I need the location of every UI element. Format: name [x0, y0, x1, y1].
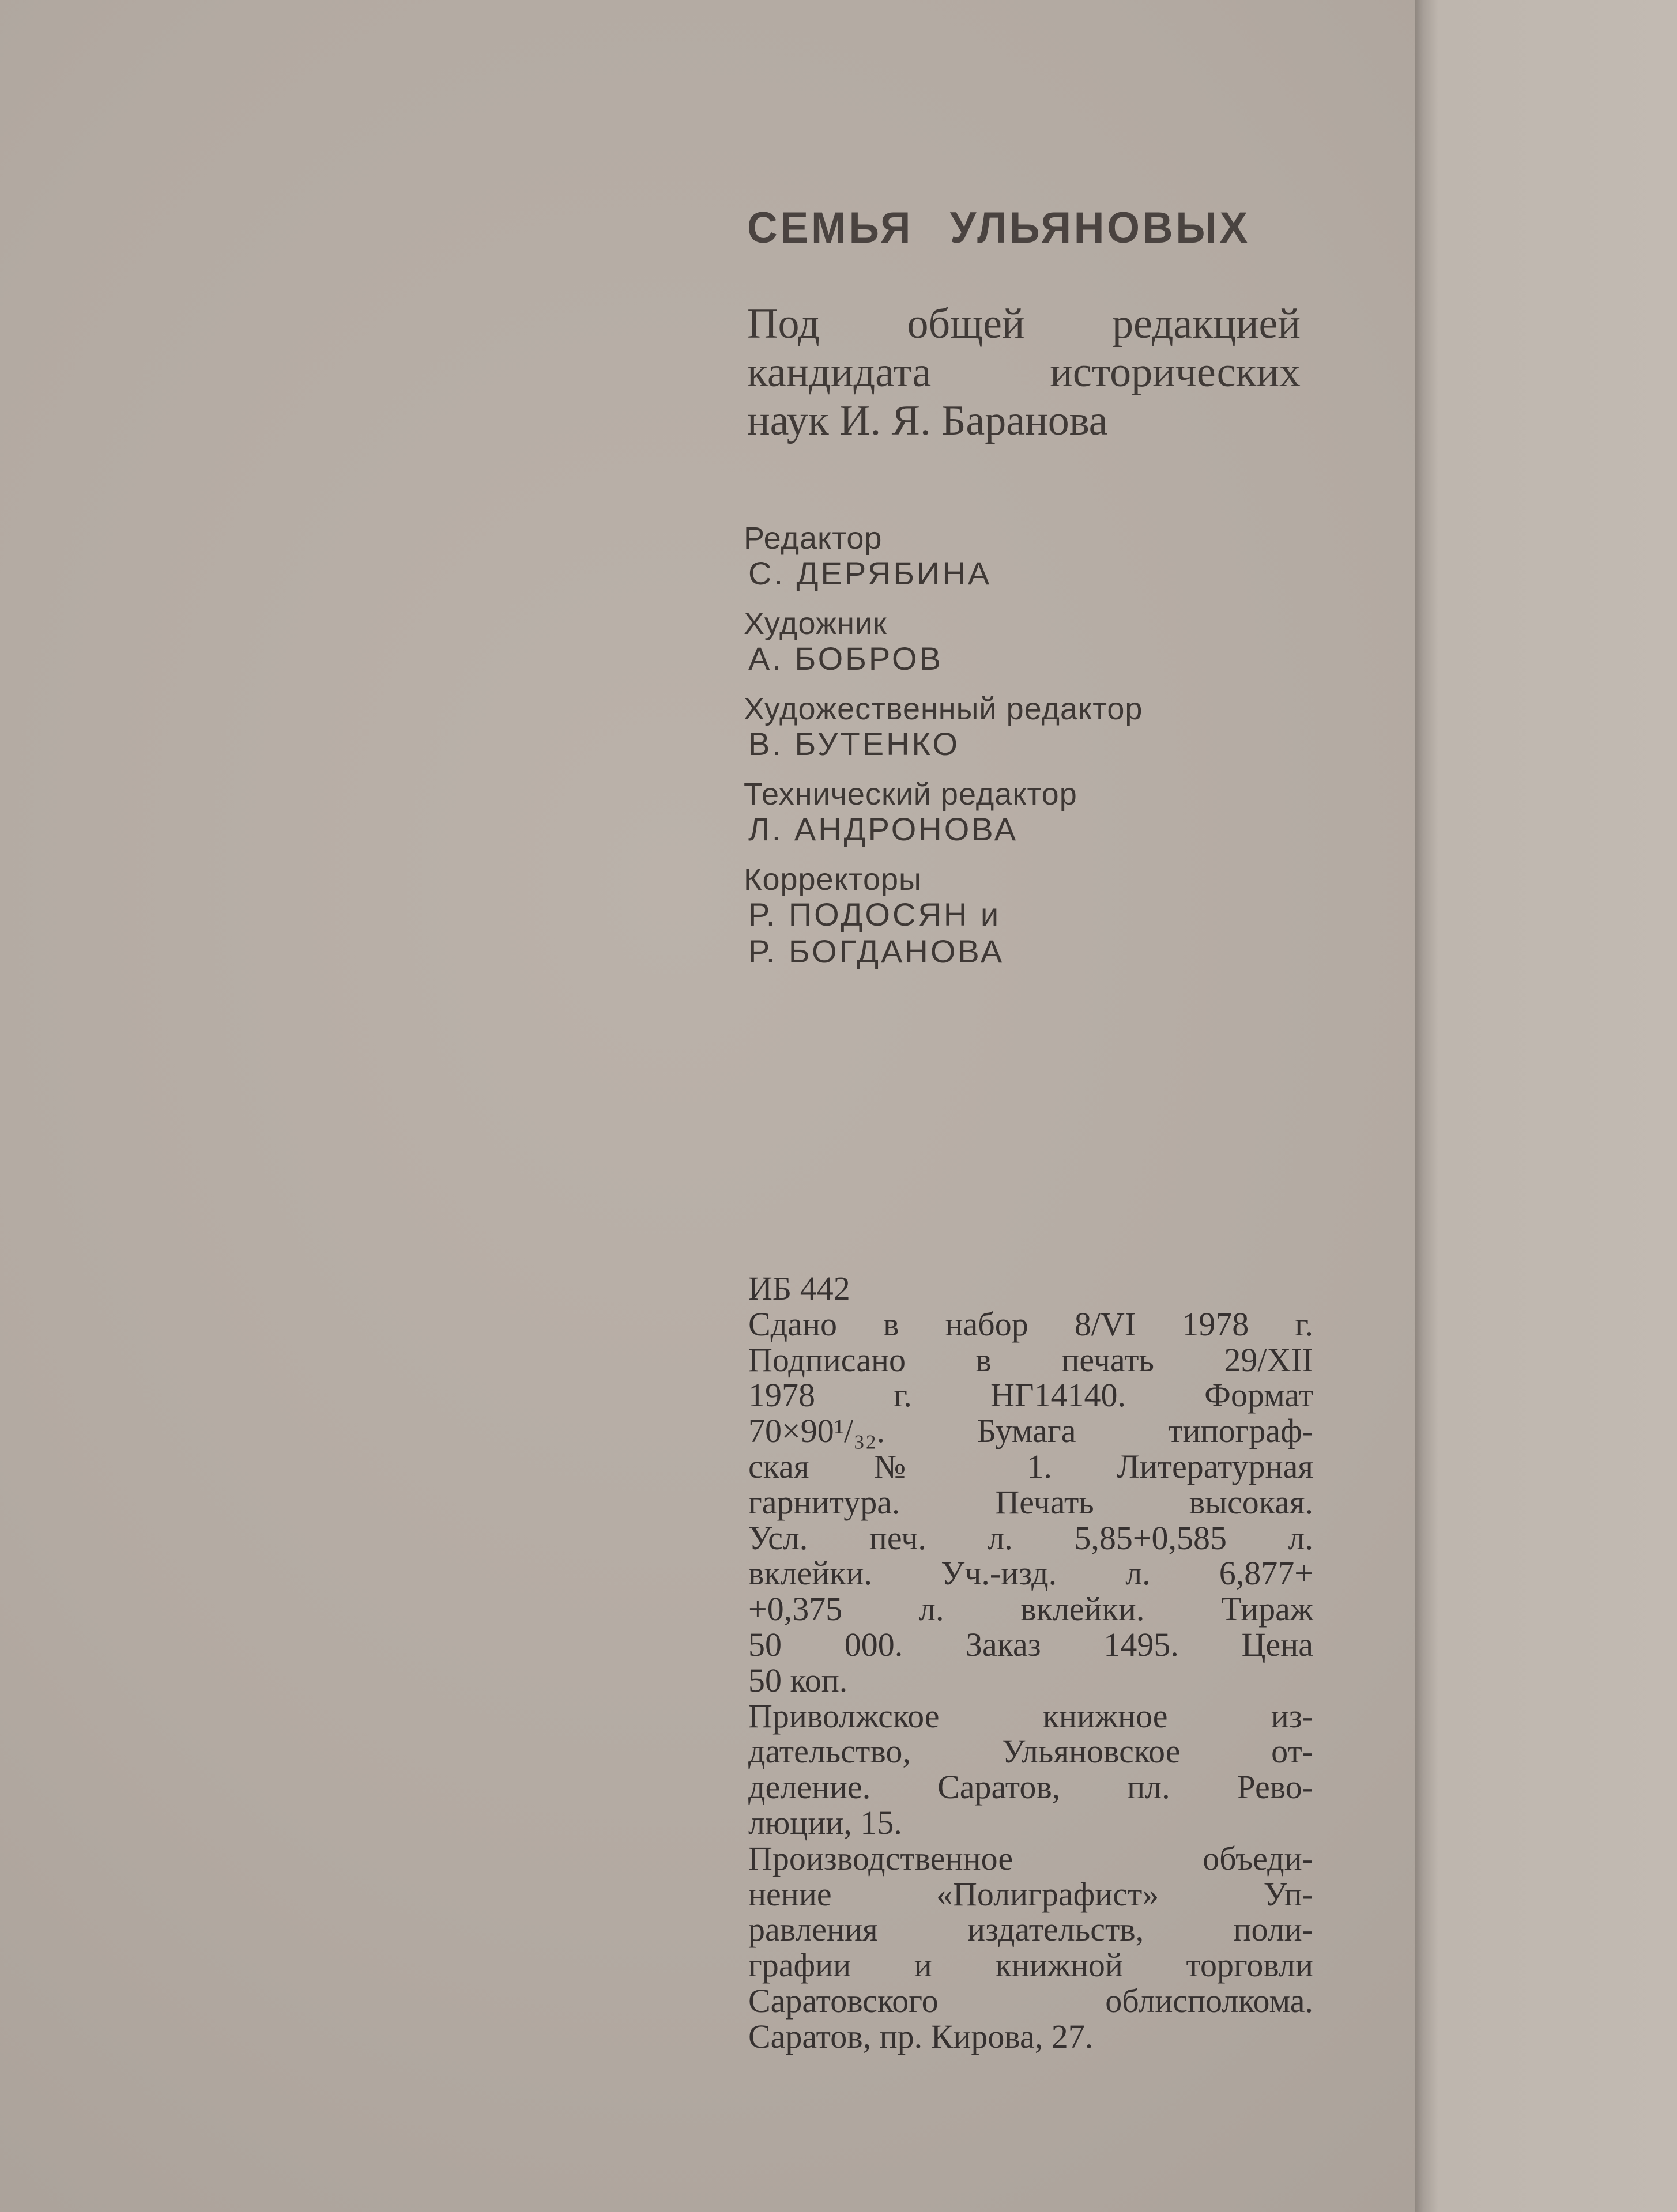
imprint-line: ская № 1. Литературная — [748, 1447, 1313, 1485]
credit-name: Р. БОГДАНОВА — [748, 933, 1005, 969]
credit-role: Корректоры — [744, 862, 922, 897]
imprint-line: Приволжское книжное из- — [748, 1697, 1313, 1735]
imprint-line: Производственное объеди- — [748, 1839, 1313, 1877]
credit-name: Л. АНДРОНОВА — [748, 811, 1019, 847]
credit-name: Р. ПОДОСЯН и — [748, 896, 1001, 933]
imprint-line: люции, 15. — [748, 1803, 902, 1841]
credit-name: А. БОБРОВ — [748, 640, 943, 677]
imprint-line: Усл. печ. л. 5,85+0,585 л. — [748, 1519, 1313, 1557]
imprint-line: нение «Полиграфист» Уп- — [748, 1875, 1313, 1913]
imprint-line: Сдано в набор 8/VI 1978 г. — [748, 1305, 1313, 1343]
credit-art-editor — [744, 692, 1143, 763]
subtitle-line: Под общей редакцией — [747, 300, 1301, 348]
imprint-block — [748, 1271, 1313, 2055]
credit-role: Художник — [744, 606, 887, 641]
imprint-line: графии и книжной торговли — [748, 1946, 1313, 1984]
subtitle-line: наук И. Я. Баранова — [747, 397, 1108, 444]
credit-role: Редактор — [744, 521, 883, 556]
credit-artist — [744, 607, 1143, 677]
credit-proofreaders — [744, 863, 1143, 970]
imprint-line: Саратовского облисполкома. — [748, 1981, 1313, 2020]
adjacent-page-edge — [1415, 0, 1677, 2212]
imprint-line: 70×90¹/₃₂. Бумага типограф- — [748, 1412, 1313, 1450]
imprint-line: вклейки. Уч.-изд. л. 6,877+ — [748, 1554, 1313, 1592]
imprint-line: 1978 г. НГ14140. Формат — [748, 1376, 1313, 1414]
editorship-note — [747, 300, 1301, 445]
imprint-line: Саратов, пр. Кирова, 27. — [748, 2017, 1094, 2055]
imprint-line: дательство, Ульяновское от- — [748, 1732, 1313, 1771]
imprint-line: 50 000. Заказ 1495. Цена — [748, 1625, 1313, 1663]
credit-technical-editor — [744, 777, 1143, 848]
book-title: СЕМЬЯ УЛЬЯНОВЫХ — [747, 203, 1251, 252]
credit-name: В. БУТЕНКО — [748, 726, 960, 762]
credit-editor — [744, 522, 1143, 592]
imprint-line: ИБ 442 — [748, 1270, 850, 1307]
credit-name: С. ДЕРЯБИНА — [748, 555, 992, 591]
credit-role: Художественный редактор — [744, 692, 1143, 726]
subtitle-line: кандидата исторических — [747, 349, 1301, 396]
credits-list — [744, 522, 1143, 985]
imprint-line: гарнитура. Печать высокая. — [748, 1483, 1313, 1521]
imprint-line: +0,375 л. вклейки. Тираж — [748, 1590, 1313, 1628]
imprint-line: 50 коп. — [748, 1661, 848, 1699]
credit-role: Технический редактор — [744, 777, 1077, 811]
imprint-line: Подписано в печать 29/XII — [748, 1341, 1313, 1379]
imprint-line: деление. Саратов, пл. Рево- — [748, 1768, 1313, 1806]
imprint-line: равления издательств, поли- — [748, 1911, 1313, 1949]
